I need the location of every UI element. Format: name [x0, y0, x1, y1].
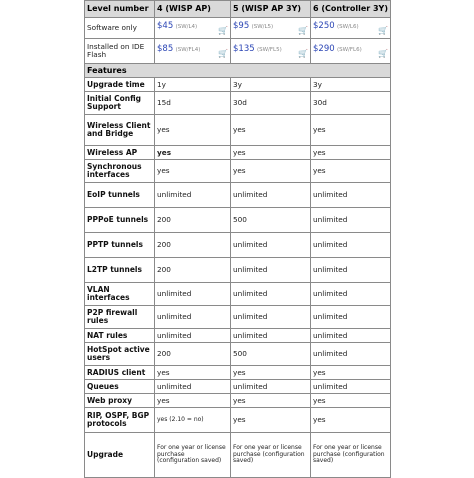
- license-level-table: [84, 0, 391, 478]
- feature-value: 200: [155, 343, 231, 366]
- feature-label: Wireless AP: [85, 146, 155, 160]
- feature-value: For one year or license purchase (configuration saved): [155, 433, 231, 478]
- feature-value: 15d: [155, 92, 231, 115]
- cart-icon[interactable]: 🛒: [218, 48, 228, 58]
- cart-icon[interactable]: 🛒: [378, 25, 388, 35]
- feature-row: [85, 408, 391, 433]
- table-header-row: [85, 1, 391, 18]
- header-level-5: 5 (WISP AP 3Y): [231, 1, 311, 18]
- feature-row: [85, 258, 391, 283]
- product-code: (SW/FL4): [175, 46, 201, 53]
- feature-value: unlimited: [155, 306, 231, 329]
- feature-label: Synchronous interfaces: [85, 160, 155, 183]
- feature-label: P2P firewall rules: [85, 306, 155, 329]
- feature-value: yes: [311, 115, 391, 146]
- feature-value: yes: [311, 366, 391, 380]
- feature-value: 3y: [231, 78, 311, 92]
- feature-value: unlimited: [311, 329, 391, 343]
- feature-label: Wireless Client and Bridge: [85, 115, 155, 146]
- feature-value: 200: [155, 258, 231, 283]
- feature-value: 3y: [311, 78, 391, 92]
- feature-row: [85, 366, 391, 380]
- cart-icon[interactable]: 🛒: [298, 48, 308, 58]
- feature-row: [85, 329, 391, 343]
- feature-value: yes: [311, 160, 391, 183]
- price-cell[interactable]: [231, 39, 311, 64]
- feature-label: VLAN interfaces: [85, 283, 155, 306]
- product-code: (SW/L5): [251, 23, 274, 30]
- feature-value: yes: [155, 394, 231, 408]
- feature-row: [85, 160, 391, 183]
- feature-value: unlimited: [155, 329, 231, 343]
- license-comparison-panel: [84, 0, 390, 474]
- feature-label: Queues: [85, 380, 155, 394]
- feature-row: [85, 183, 391, 208]
- feature-value: yes: [231, 115, 311, 146]
- feature-value: For one year or license purchase (configuration saved): [311, 433, 391, 478]
- feature-value: unlimited: [311, 208, 391, 233]
- feature-value: unlimited: [311, 306, 391, 329]
- features-section-row: [85, 64, 391, 78]
- feature-row: [85, 78, 391, 92]
- header-level-number: Level number: [85, 1, 155, 18]
- product-code: (SW/FL6): [336, 46, 362, 53]
- price-cell[interactable]: [231, 18, 311, 39]
- feature-row: [85, 208, 391, 233]
- feature-value: unlimited: [231, 233, 311, 258]
- feature-label: HotSpot active users: [85, 343, 155, 366]
- feature-value: unlimited: [231, 329, 311, 343]
- feature-value: unlimited: [155, 283, 231, 306]
- feature-value: yes (2.10 = no): [155, 408, 231, 433]
- feature-row: [85, 306, 391, 329]
- price-value[interactable]: $85: [157, 43, 174, 54]
- feature-value: unlimited: [231, 258, 311, 283]
- feature-value: unlimited: [311, 233, 391, 258]
- feature-value: yes: [155, 366, 231, 380]
- feature-value: yes: [155, 160, 231, 183]
- feature-row: [85, 343, 391, 366]
- feature-value: 200: [155, 233, 231, 258]
- price-value[interactable]: $45: [157, 20, 174, 31]
- feature-value: yes: [231, 160, 311, 183]
- feature-row: [85, 283, 391, 306]
- feature-value: unlimited: [231, 380, 311, 394]
- feature-value: 500: [231, 343, 311, 366]
- feature-label: PPTP tunnels: [85, 233, 155, 258]
- feature-row: [85, 146, 391, 160]
- price-cell[interactable]: [311, 18, 391, 39]
- feature-row: [85, 433, 391, 478]
- feature-label: Upgrade: [85, 433, 155, 478]
- feature-label: Initial Config Support: [85, 92, 155, 115]
- feature-value: 1y: [155, 78, 231, 92]
- feature-value: unlimited: [231, 183, 311, 208]
- feature-value: 200: [155, 208, 231, 233]
- cart-icon[interactable]: 🛒: [218, 25, 228, 35]
- feature-row: [85, 394, 391, 408]
- feature-value: unlimited: [311, 343, 391, 366]
- ide-flash-row: [85, 39, 391, 64]
- price-cell[interactable]: [155, 18, 231, 39]
- feature-row: [85, 380, 391, 394]
- feature-label: Upgrade time: [85, 78, 155, 92]
- feature-value: unlimited: [155, 183, 231, 208]
- feature-value: unlimited: [311, 183, 391, 208]
- price-cell[interactable]: [155, 39, 231, 64]
- header-level-4: 4 (WISP AP): [155, 1, 231, 18]
- feature-label: EoIP tunnels: [85, 183, 155, 208]
- feature-value: yes: [311, 394, 391, 408]
- feature-label: Web proxy: [85, 394, 155, 408]
- feature-value: yes: [231, 146, 311, 160]
- feature-value: 30d: [231, 92, 311, 115]
- cart-icon[interactable]: 🛒: [298, 25, 308, 35]
- price-value[interactable]: $290: [313, 43, 335, 54]
- feature-value: For one year or license purchase (configuration saved): [231, 433, 311, 478]
- product-code: (SW/FL5): [256, 46, 282, 53]
- feature-label: NAT rules: [85, 329, 155, 343]
- feature-value: 30d: [311, 92, 391, 115]
- feature-label: RIP, OSPF, BGP protocols: [85, 408, 155, 433]
- features-heading: Features: [85, 64, 391, 78]
- feature-value: unlimited: [311, 380, 391, 394]
- product-code: (SW/L6): [336, 23, 359, 30]
- feature-value: yes: [311, 146, 391, 160]
- price-value[interactable]: $95: [233, 20, 250, 31]
- feature-label: RADIUS client: [85, 366, 155, 380]
- price-value[interactable]: $135: [233, 43, 255, 54]
- software-only-row: [85, 18, 391, 39]
- header-level-6: 6 (Controller 3Y): [311, 1, 391, 18]
- feature-value: yes: [311, 408, 391, 433]
- product-code: (SW/L4): [175, 23, 198, 30]
- feature-value: unlimited: [231, 283, 311, 306]
- software-only-label: Software only: [85, 18, 155, 39]
- feature-value: yes: [155, 115, 231, 146]
- feature-row: [85, 233, 391, 258]
- ide-flash-label: Installed on IDE Flash: [85, 39, 155, 64]
- feature-value: 500: [231, 208, 311, 233]
- price-cell[interactable]: [311, 39, 391, 64]
- feature-value: yes: [155, 146, 231, 160]
- feature-value: yes: [231, 394, 311, 408]
- feature-row: [85, 92, 391, 115]
- cart-icon[interactable]: 🛒: [378, 48, 388, 58]
- price-value[interactable]: $250: [313, 20, 335, 31]
- feature-value: unlimited: [155, 380, 231, 394]
- feature-row: [85, 115, 391, 146]
- feature-label: L2TP tunnels: [85, 258, 155, 283]
- feature-label: PPPoE tunnels: [85, 208, 155, 233]
- feature-value: unlimited: [231, 306, 311, 329]
- feature-value: yes: [231, 366, 311, 380]
- feature-value: yes: [231, 408, 311, 433]
- feature-value: unlimited: [311, 283, 391, 306]
- feature-value: unlimited: [311, 258, 391, 283]
